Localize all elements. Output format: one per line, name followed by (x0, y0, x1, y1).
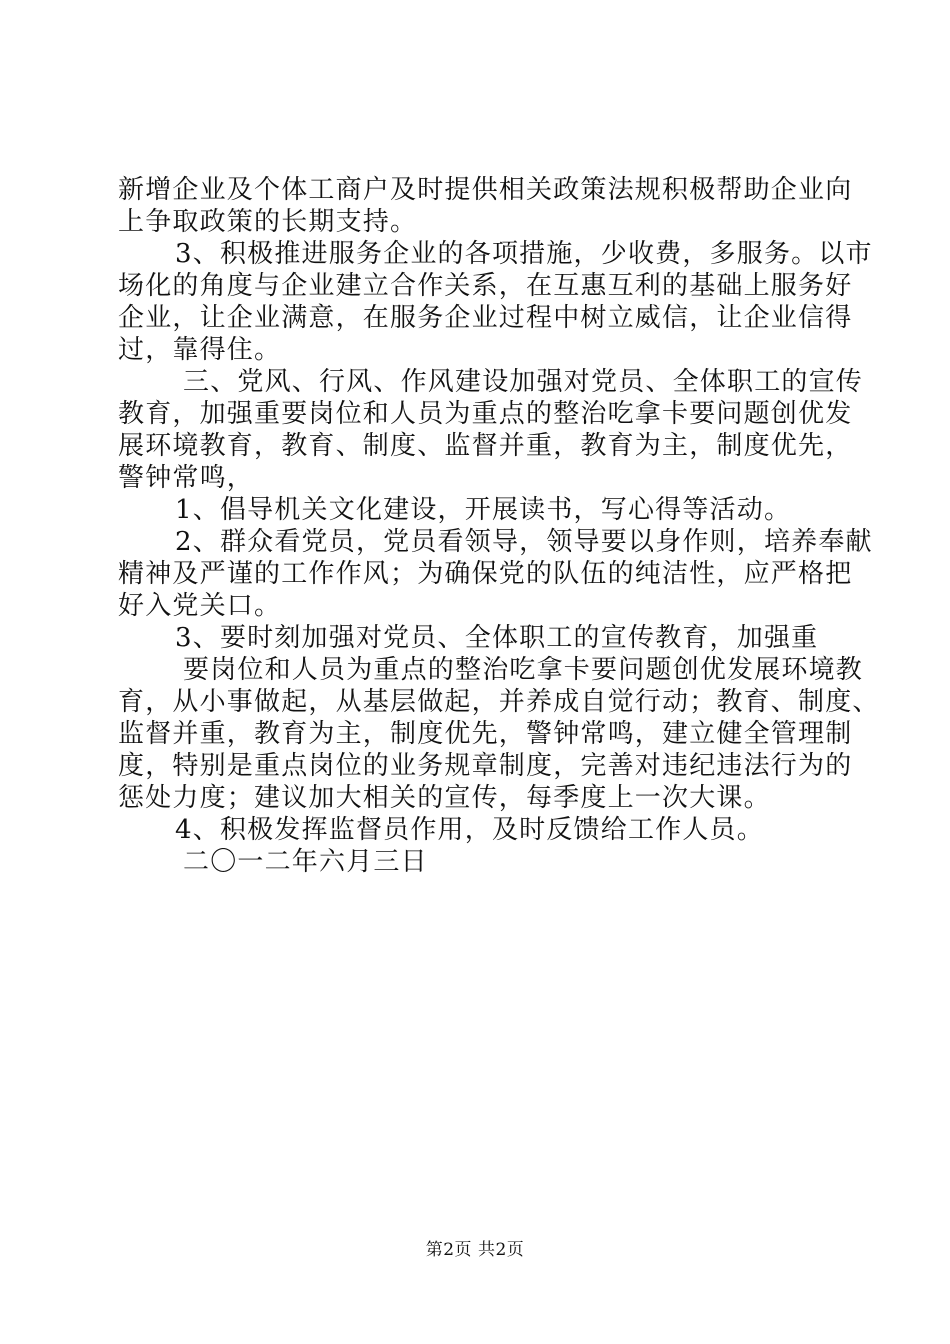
text-line: 监督并重，教育为主，制度优先，警钟常鸣，建立健全管理制 (118, 719, 853, 749)
date-line: 二〇一二年六月三日 (183, 847, 428, 877)
text-line: 警钟常鸣， (118, 463, 255, 493)
text-line: 教育，加强重要岗位和人员为重点的整治吃拿卡要问题创优发 (118, 399, 853, 429)
text-line: 惩处力度；建议加大相关的宣传，每季度上一次大课。 (118, 783, 771, 813)
text-line: 2、群众看党员，党员看领导，领导要以身作则，培养奉献 (175, 527, 873, 557)
text-line: 3、积极推进服务企业的各项措施，少收费，多服务。以市 (175, 239, 873, 269)
text-line: 场化的角度与企业建立合作关系，在互惠互利的基础上服务好 (118, 271, 853, 301)
text-line: 好入党关口。 (118, 591, 282, 621)
text-line: 三、党风、行风、作风建设加强对党员、全体职工的宣传 (183, 367, 864, 397)
text-line: 过，靠得住。 (118, 335, 282, 365)
text-line: 1、倡导机关文化建设，开展读书，写心得等活动。 (175, 495, 792, 525)
text-line: 精神及严谨的工作作风；为确保党的队伍的纯洁性，应严格把 (118, 559, 853, 589)
text-line: 育，从小事做起，从基层做起，并养成自觉行动；教育、制度、 (118, 687, 880, 717)
text-line: 企业，让企业满意，在服务企业过程中树立威信，让企业信得 (118, 303, 853, 333)
text-line: 度，特别是重点岗位的业务规章制度，完善对违纪违法行为的 (118, 751, 853, 781)
page-footer: 第2页 共2页 (425, 1240, 525, 1260)
text-line: 展环境教育，教育、制度、监督并重，教育为主，制度优先， (118, 431, 853, 461)
text-line: 上争取政策的长期支持。 (118, 207, 418, 237)
text-line: 3、要时刻加强对党员、全体职工的宣传教育，加强重 (175, 623, 819, 653)
text-line: 要岗位和人员为重点的整治吃拿卡要问题创优发展环境教 (183, 655, 864, 685)
text-line: 4、积极发挥监督员作用，及时反馈给工作人员。 (175, 815, 764, 845)
text-line: 新增企业及个体工商户及时提供相关政策法规积极帮助企业向 (118, 175, 853, 205)
